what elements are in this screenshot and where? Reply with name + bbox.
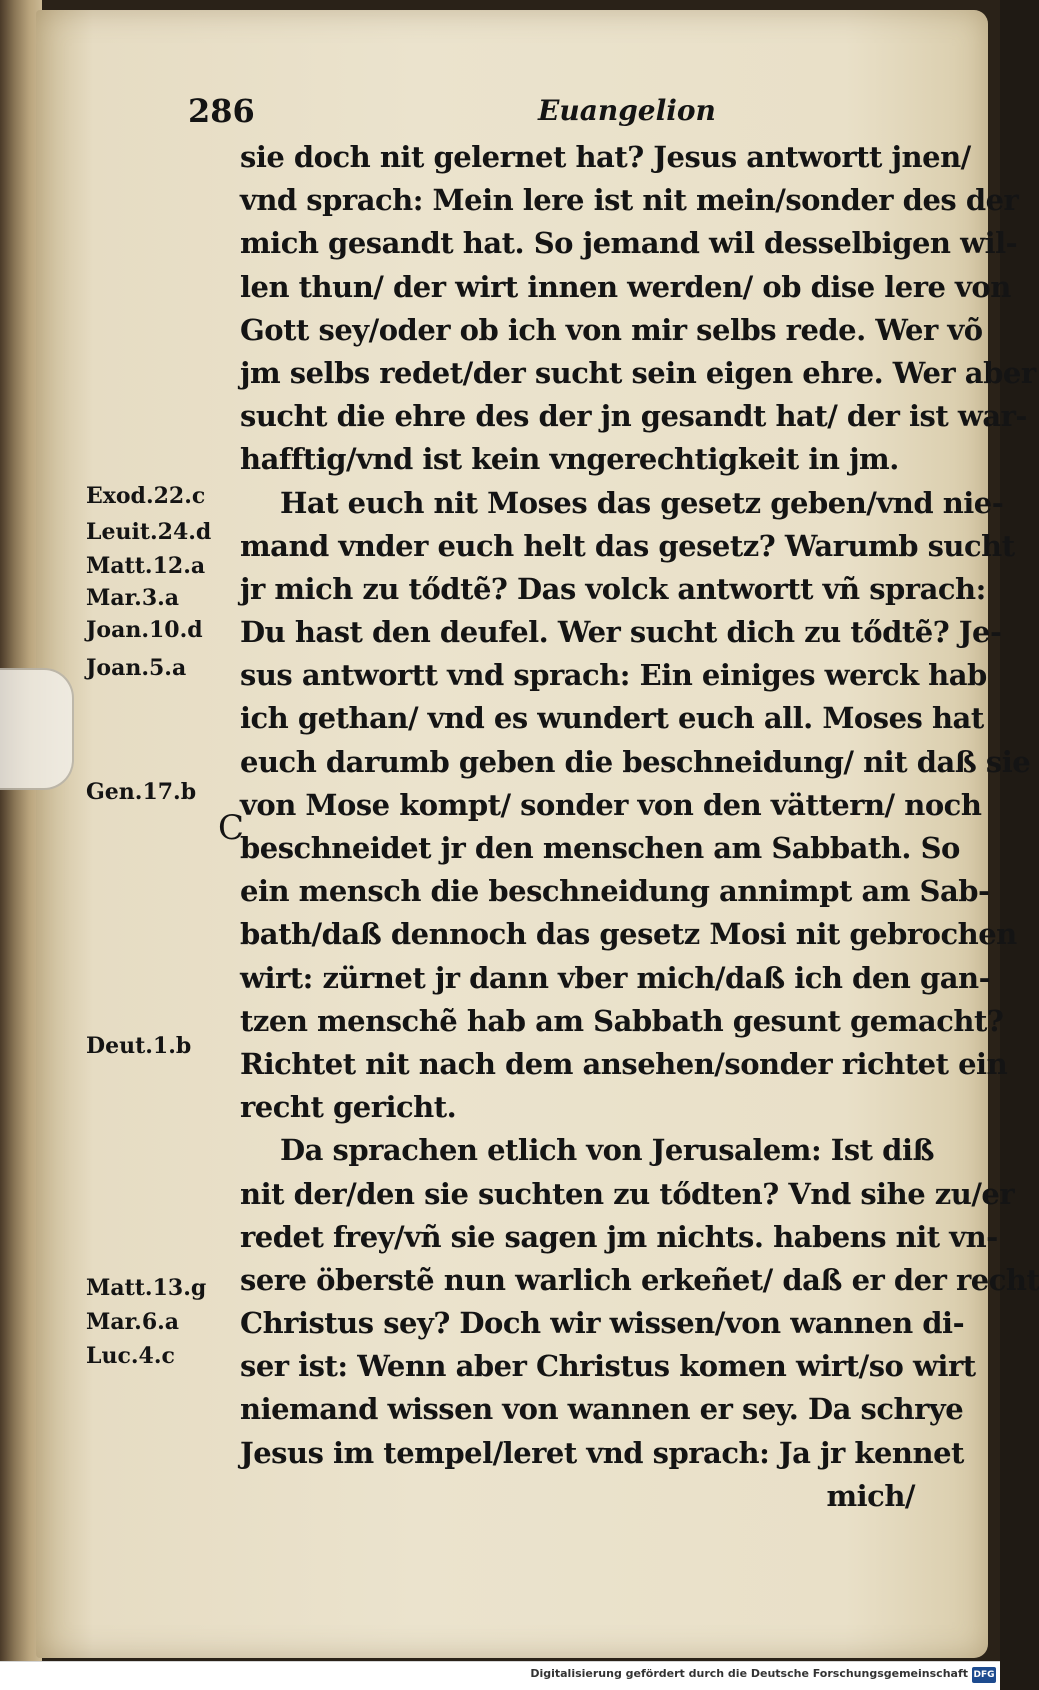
text-line: Christus sey? Doch wir wissen/von wannen di- — [240, 1306, 965, 1341]
marginal-note: Leuit.24.d — [86, 519, 212, 545]
text-line: ser ist: Wenn aber Christus komen wirt/so wirt — [240, 1349, 976, 1384]
page-clip — [0, 668, 74, 790]
text-line: beschneidet jr den menschen am Sabbath. So — [240, 831, 960, 865]
marginal-note: Matt.12.a — [86, 553, 206, 579]
text-line: mand vnder euch helt das gesetz? Warumb sucht — [240, 528, 1015, 563]
page-number: 286 — [188, 92, 255, 130]
dfg-logo: DFG — [972, 1667, 996, 1683]
text-line: mich gesandt hat. So jemand wil desselbigen wil- — [240, 226, 1018, 261]
text-line: Gott sey/oder ob ich von mir selbs rede. Wer võ — [240, 312, 983, 347]
text-line: Jesus im tempel/leret vnd sprach: Ja jr kennet — [240, 1435, 964, 1470]
text-line: nit der/den sie suchten zu tődten? Vnd sihe zu/er — [240, 1176, 1015, 1211]
text-line: euch darumb geben die beschneidung/ nit daß sie — [240, 744, 1031, 779]
text-line: wirt: zürnet jr dann vber mich/daß ich den gan- — [240, 960, 991, 995]
text-line: recht gericht. — [240, 1090, 457, 1125]
text-line: Da sprachen etlich von Jerusalem: Ist diß — [280, 1133, 934, 1168]
marginal-note: Mar.3.a — [86, 585, 180, 611]
marginal-note: Joan.5.a — [86, 655, 187, 681]
running-title: Euangelion — [538, 94, 716, 127]
text-line: Du hast den deufel. Wer sucht dich zu tődtẽ? Je- — [240, 615, 1002, 650]
text-line: hafftig/vnd ist kein vngerechtigkeit in jm. — [240, 442, 899, 477]
text-line: sie doch nit gelernet hat? Jesus antwortt jnen/ — [240, 140, 971, 174]
text-line: ein mensch die beschneidung annimpt am Sab- — [240, 874, 990, 909]
text-line: bath/daß dennoch das gesetz Mosi nit gebrochen — [240, 917, 1017, 952]
text-line: redet frey/vñ sie sagen jm nichts. habens nit vn- — [240, 1219, 998, 1254]
footer-credit: Digitalisierung gefördert durch die Deutsche Forschungsgemeinschaft — [530, 1667, 968, 1680]
section-letter: C — [218, 808, 245, 848]
marginal-note: Matt.13.g — [86, 1275, 207, 1301]
marginal-note: Joan.10.d — [86, 617, 203, 643]
marginal-note: Mar.6.a — [86, 1309, 180, 1335]
text-line: sus antwortt vnd sprach: Ein einiges werck hab — [240, 658, 987, 693]
marginal-note: Luc.4.c — [86, 1343, 175, 1369]
text-line: Hat euch nit Moses das gesetz geben/vnd nie- — [280, 485, 1004, 520]
text-line: jr mich zu tődtẽ? Das volck antwortt vñ sprach: — [240, 571, 986, 606]
footer-bar — [0, 1661, 1000, 1690]
text-line: jm selbs redet/der sucht sein eigen ehre. Wer aber — [240, 355, 1036, 390]
text-line: von Mose kompt/ sonder von den vättern/ noch — [240, 787, 982, 822]
marginal-note: Exod.22.c — [86, 483, 206, 509]
page-header — [0, 92, 1000, 136]
text-line: sucht die ehre des der jn gesandt hat/ der ist war- — [240, 399, 1027, 434]
text-line: Richtet nit nach dem ansehen/sonder richtet ein — [240, 1046, 1008, 1081]
marginal-note: Deut.1.b — [86, 1033, 192, 1059]
text-line: tzen menschẽ hab am Sabbath gesunt gemacht? — [240, 1003, 1004, 1038]
text-line: vnd sprach: Mein lere ist nit mein/sonder des der — [240, 183, 1019, 218]
text-line: niemand wissen von wannen er sey. Da schrye — [240, 1392, 964, 1427]
text-line: len thun/ der wirt innen werden/ ob dise lere von — [240, 269, 1011, 304]
marginal-note: Gen.17.b — [86, 779, 197, 805]
text-line: sere öberstẽ nun warlich erkeñet/ daß er der recht — [240, 1262, 1039, 1297]
catchword: mich/ — [826, 1478, 915, 1513]
text-line: ich gethan/ vnd es wundert euch all. Moses hat — [240, 701, 984, 736]
